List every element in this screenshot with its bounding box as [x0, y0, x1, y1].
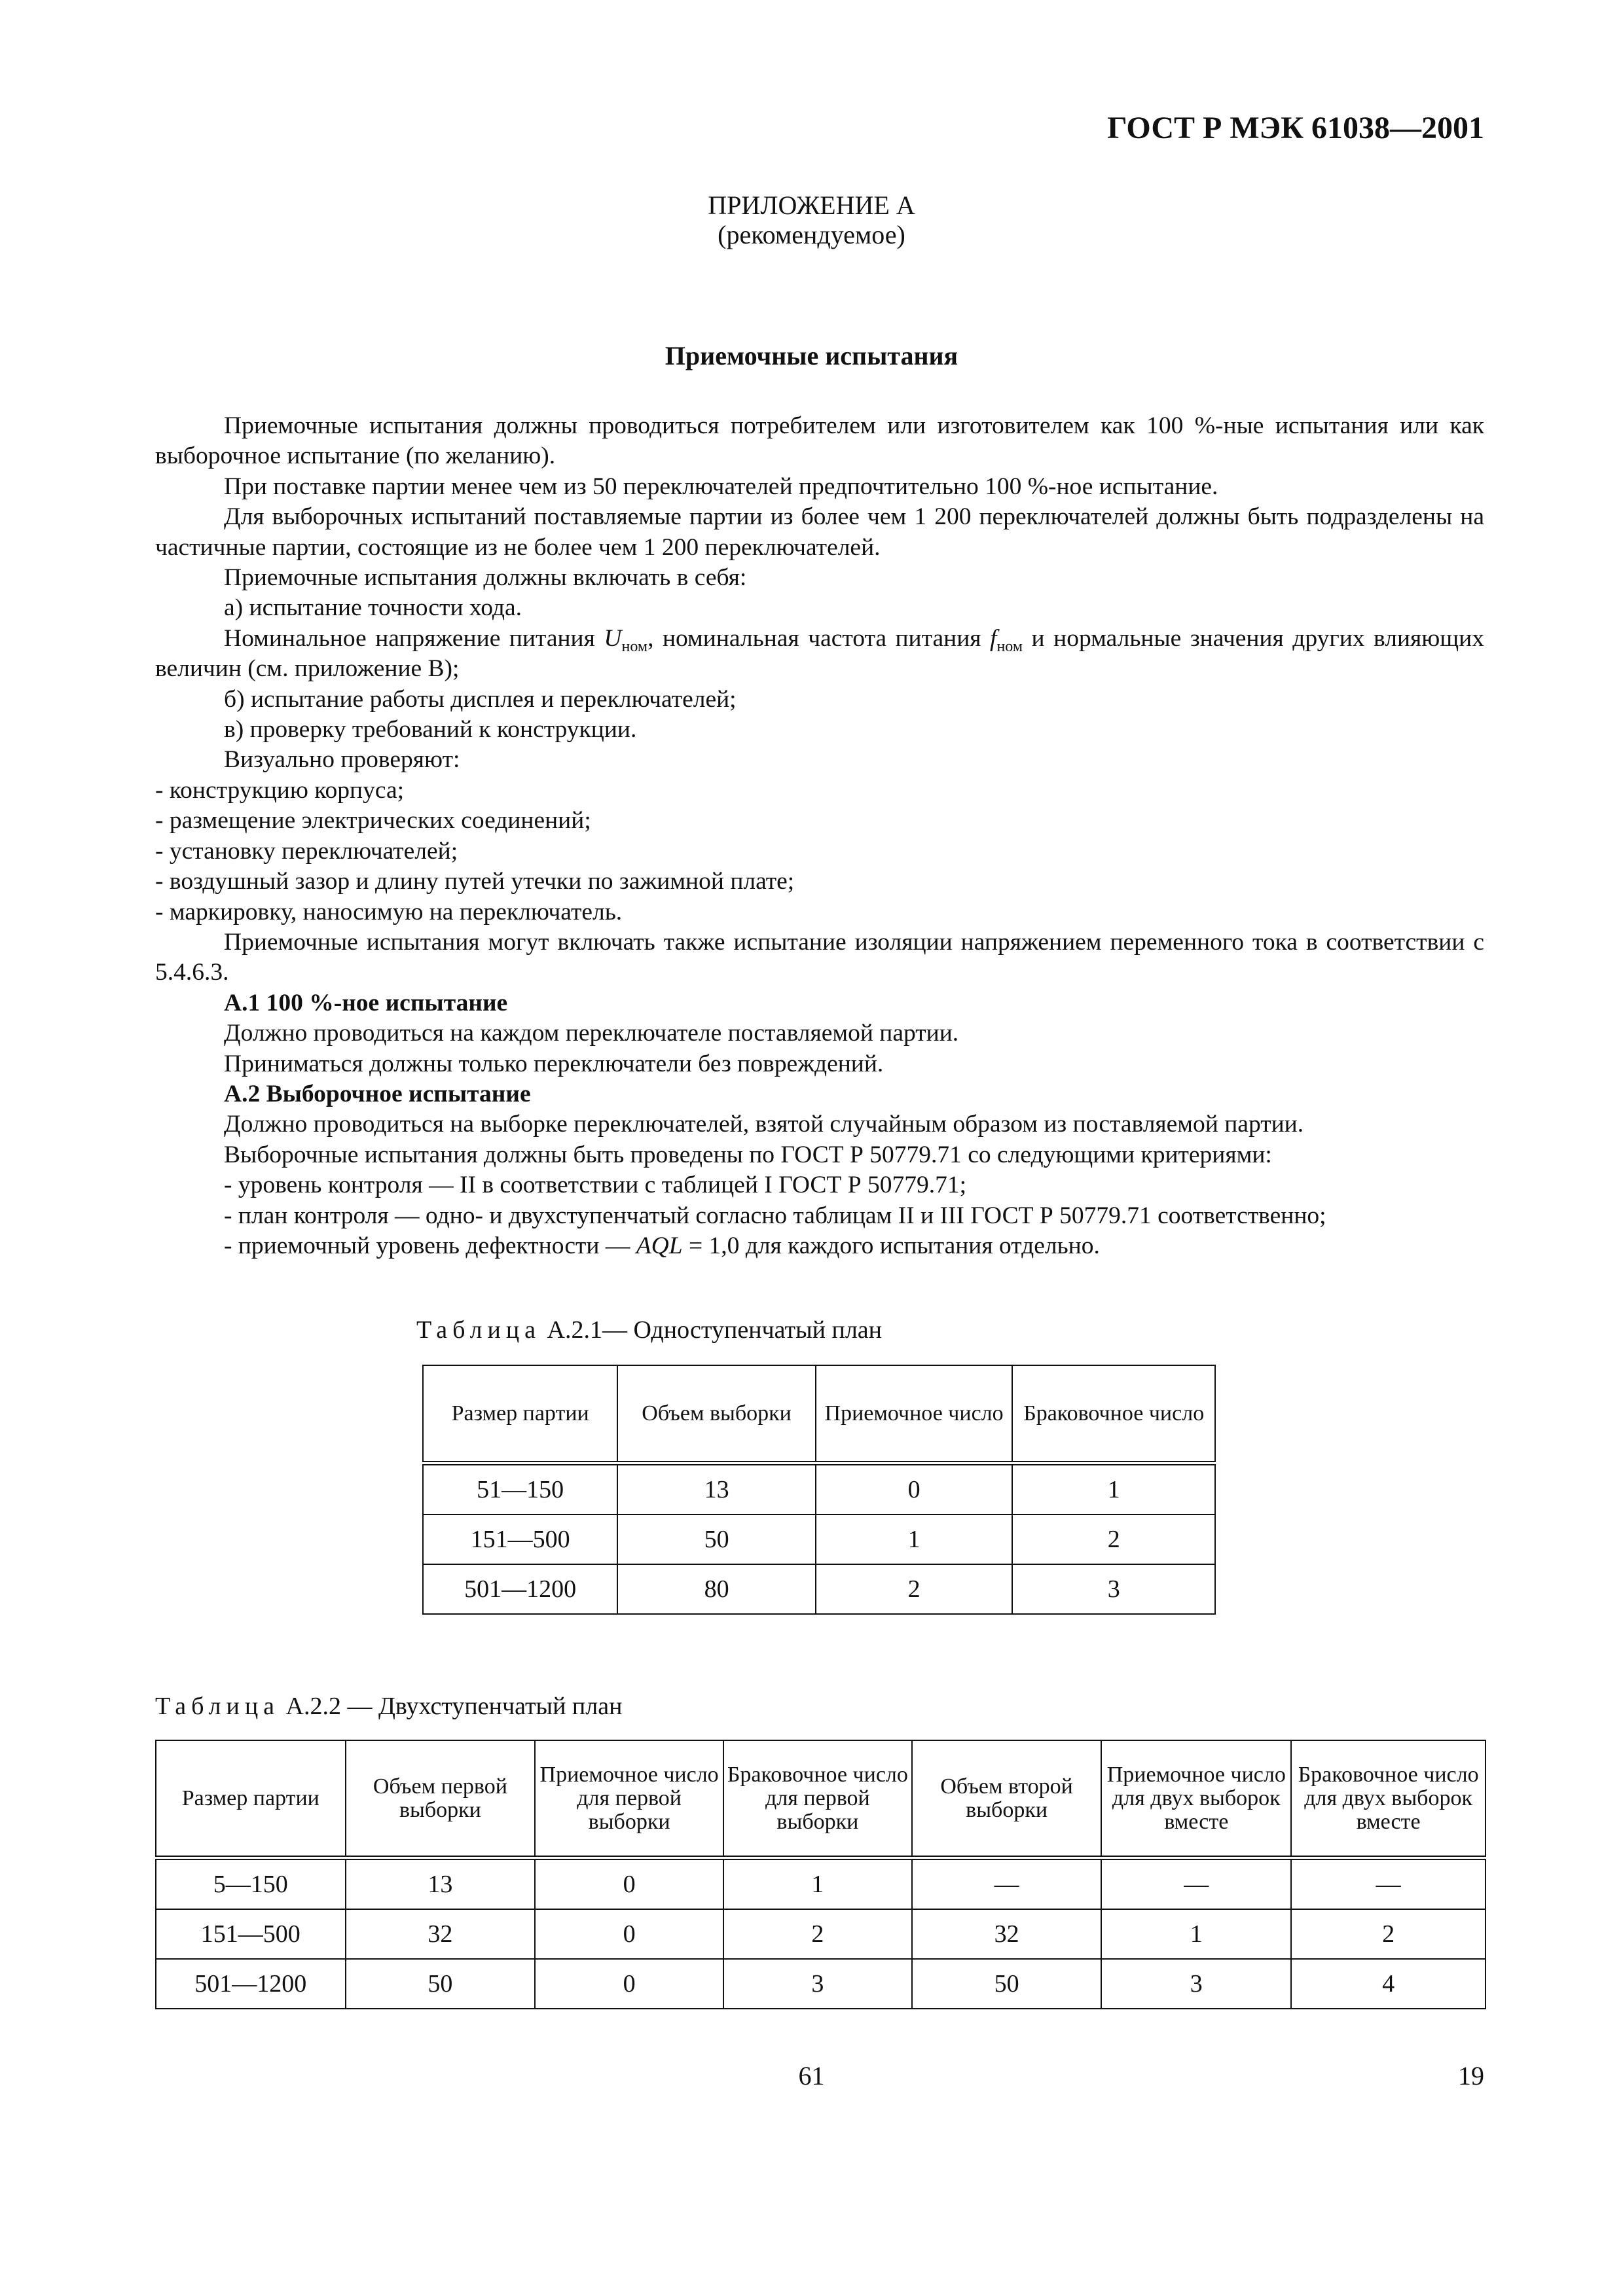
- table-cell: 50: [346, 1959, 536, 2009]
- list-item: - конструкцию корпуса;: [155, 776, 405, 804]
- table-cell: 13: [617, 1463, 815, 1515]
- table-cell: 4: [1291, 1959, 1486, 2009]
- folio-number: 19: [1458, 2061, 1484, 2090]
- table-row: [423, 1515, 1215, 1564]
- appendix-subtitle: (рекомендуемое): [718, 220, 905, 249]
- table-header-row: [423, 1365, 1215, 1463]
- column-header: Браковочное число для первой выборки: [723, 1740, 912, 1858]
- appendix-title: ПРИЛОЖЕНИЕ А: [708, 190, 915, 220]
- column-header: Размер партии: [156, 1740, 346, 1858]
- table-cell: 2: [723, 1909, 912, 1959]
- paragraph: Должно проводиться на каждом переключателе поставляемой партии.: [224, 1020, 959, 1047]
- table-cell: 32: [346, 1909, 536, 1959]
- document-code: ГОСТ Р МЭК 61038—2001: [1107, 111, 1484, 145]
- text: - приемочный уровень дефектности —: [224, 1232, 636, 1259]
- column-header: Приемочное число для двух выборок вместе: [1101, 1740, 1291, 1858]
- paragraph: Приемочные испытания могут включать также испытание изоляции напряжением переменного тока в соответствии с 5.4.6.3.: [155, 928, 1484, 986]
- symbol-u: U: [604, 624, 622, 652]
- table2-caption: [155, 1692, 622, 1721]
- subscript: ном: [621, 637, 648, 655]
- single-stage-plan-table: [422, 1365, 1216, 1615]
- aql-symbol: AQL: [636, 1232, 683, 1259]
- column-header: Приемочное число: [816, 1365, 1013, 1463]
- table-cell: 50: [912, 1959, 1102, 2009]
- table-cell: 0: [816, 1463, 1013, 1515]
- paragraph: Для выборочных испытаний поставляемые партии из более чем 1 200 переключателей должны быть подразделены на частичные партии, состоящие из не более чем 1 200 переключателей.: [155, 503, 1484, 561]
- list-item: - размещение электрических соединений;: [155, 807, 591, 834]
- table-cell: 151—500: [423, 1515, 617, 1564]
- table-cell: 3: [1012, 1564, 1215, 1614]
- text: = 1,0 для каждого испытания отдельно.: [682, 1232, 1100, 1259]
- list-item: в) проверку требований к конструкции.: [224, 716, 637, 744]
- table-row: [156, 1909, 1486, 1959]
- subsection-title: А.1 100 %-ное испытание: [224, 989, 508, 1016]
- subsection-title: А.2 Выборочное испытание: [224, 1080, 531, 1107]
- table-cell: 0: [535, 1858, 723, 1910]
- list-item: а) испытание точности хода.: [224, 594, 522, 622]
- table-cell: 51—150: [423, 1463, 617, 1515]
- table-cell: 1: [1012, 1463, 1215, 1515]
- paragraph: Визуально проверяют:: [224, 746, 460, 774]
- column-header: Браковочное число: [1012, 1365, 1215, 1463]
- table-cell: 80: [617, 1564, 815, 1614]
- table-cell: —: [912, 1858, 1102, 1910]
- table-cell: 2: [816, 1564, 1013, 1614]
- page-number: 61: [798, 2061, 825, 2090]
- table-cell: 1: [723, 1858, 912, 1910]
- table-cell: 501—1200: [423, 1564, 617, 1614]
- table1-caption: [416, 1316, 882, 1344]
- paragraph: Должно проводиться на выборке переключателей, взятой случайным образом из поставляемой партии.: [224, 1111, 1304, 1138]
- table-cell: 2: [1291, 1909, 1486, 1959]
- table-cell: 5—150: [156, 1858, 346, 1910]
- list-item: б) испытание работы дисплея и переключателей;: [224, 685, 737, 713]
- column-header: Объем первой выборки: [346, 1740, 536, 1858]
- body-text: [155, 411, 1484, 1261]
- paragraph: Приниматься должны только переключатели без повреждений.: [224, 1050, 884, 1077]
- list-item: - установку переключателей;: [155, 837, 458, 865]
- paragraph: [155, 624, 1484, 685]
- table-cell: 1: [816, 1515, 1013, 1564]
- table-row: [156, 1858, 1486, 1910]
- table-cell: 13: [346, 1858, 536, 1910]
- column-header: Объем выборки: [617, 1365, 815, 1463]
- paragraph: Приемочные испытания должны проводиться потребителем или изготовителем как 100 %-ные испытания или как выборочное испытание (по желанию).: [155, 412, 1484, 470]
- list-item: [155, 1231, 1484, 1261]
- table-cell: —: [1291, 1858, 1486, 1910]
- paragraph: При поставке партии менее чем из 50 переключателей предпочтительно 100 %-ное испытание.: [224, 473, 1218, 500]
- column-header: Браковочное число для двух выборок вместе: [1291, 1740, 1486, 1858]
- table-cell: 32: [912, 1909, 1102, 1959]
- table-cell: 151—500: [156, 1909, 346, 1959]
- column-header: Размер партии: [423, 1365, 617, 1463]
- caption-text: А.2.1— Одноступенчатый план: [541, 1316, 883, 1344]
- text: и нормальные значения других влияющих величин (см. приложение В);: [155, 624, 1484, 683]
- table-row: [423, 1564, 1215, 1614]
- table-row: [156, 1959, 1486, 2009]
- caption-text: А.2.2 — Двухступенчатый план: [280, 1693, 623, 1720]
- table-cell: 0: [535, 1959, 723, 2009]
- caption-label: Таблица: [416, 1316, 541, 1344]
- column-header: Приемочное число для первой выборки: [535, 1740, 723, 1858]
- table-cell: 2: [1012, 1515, 1215, 1564]
- list-item: - воздушный зазор и длину путей утечки по зажимной плате;: [155, 868, 795, 895]
- table-cell: 50: [617, 1515, 815, 1564]
- column-header: Объем второй выборки: [912, 1740, 1102, 1858]
- list-item: - план контроля — одно- и двухступенчатый согласно таблицам II и III ГОСТ Р 50779.71 соответственно;: [224, 1202, 1326, 1229]
- list-item: - маркировку, наносимую на переключатель.: [155, 898, 623, 925]
- table-header-row: [156, 1740, 1486, 1858]
- table-cell: 3: [723, 1959, 912, 2009]
- table-cell: 0: [535, 1909, 723, 1959]
- section-heading: Приемочные испытания: [665, 341, 958, 370]
- caption-label: Таблица: [155, 1693, 280, 1720]
- table-cell: 1: [1101, 1909, 1291, 1959]
- table-cell: 501—1200: [156, 1959, 346, 2009]
- paragraph: Выборочные испытания должны быть проведены по ГОСТ Р 50779.71 со следующими критериями:: [224, 1141, 1272, 1168]
- table-cell: —: [1101, 1858, 1291, 1910]
- text: , номинальная частота питания: [647, 624, 991, 652]
- text: Номинальное напряжение питания: [224, 624, 604, 652]
- symbol-f: f: [990, 624, 997, 652]
- paragraph: Приемочные испытания должны включать в себя:: [224, 564, 747, 592]
- list-item: - уровень контроля — II в соответствии с таблицей I ГОСТ Р 50779.71;: [224, 1172, 966, 1199]
- table-row: [423, 1463, 1215, 1515]
- double-stage-plan-table: [155, 1740, 1486, 2009]
- subscript: ном: [996, 637, 1023, 655]
- table-cell: 3: [1101, 1959, 1291, 2009]
